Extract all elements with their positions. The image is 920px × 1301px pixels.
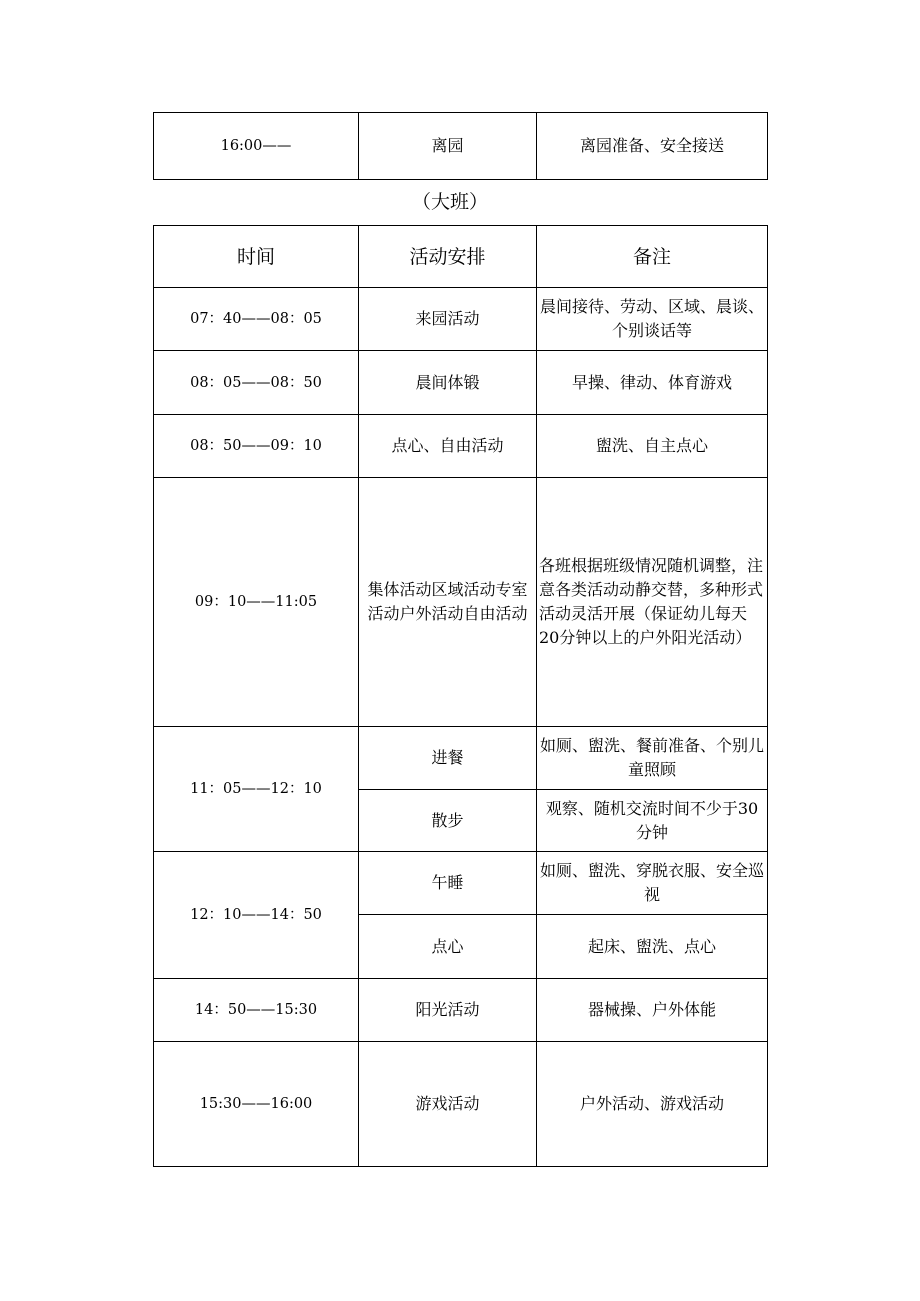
note-cell: 如厕、盥洗、餐前准备、个别儿童照顾 [537, 727, 768, 790]
note-header: 备注 [537, 226, 768, 288]
time-cell: 15:30——16:00 [154, 1042, 359, 1167]
note-cell: 早操、律动、体育游戏 [537, 351, 768, 415]
activity-cell: 集体活动区域活动专室活动户外活动自由活动 [359, 478, 537, 727]
table-row [154, 415, 768, 478]
activity-cell: 散步 [359, 790, 537, 852]
activity-cell: 点心、自由活动 [359, 415, 537, 478]
schedule-table [153, 225, 768, 1167]
time-cell: 14：50——15:30 [154, 979, 359, 1042]
activity-header: 活动安排 [359, 226, 537, 288]
table-row [154, 727, 768, 790]
note-cell: 户外活动、游戏活动 [537, 1042, 768, 1167]
time-cell: 07：40——08：05 [154, 288, 359, 351]
time-cell: 08：50——09：10 [154, 415, 359, 478]
note-cell: 如厕、盥洗、穿脱衣服、安全巡视 [537, 852, 768, 915]
note-cell: 盥洗、自主点心 [537, 415, 768, 478]
note-cell: 晨间接待、劳动、区域、晨谈、个别谈话等 [537, 288, 768, 351]
section-title: （大班） [411, 191, 488, 213]
activity-cell: 进餐 [359, 727, 537, 790]
previous-schedule-table [153, 112, 768, 180]
note-cell: 各班根据班级情况随机调整，注意各类活动动静交替，多种形式活动灵活开展（保证幼儿每天20分钟以上的户外阳光活动） [537, 478, 768, 727]
table-row [154, 1042, 768, 1167]
table-row [154, 351, 768, 415]
activity-cell: 来园活动 [359, 288, 537, 351]
table-row [154, 288, 768, 351]
activity-cell: 午睡 [359, 852, 537, 915]
note-cell: 起床、盥洗、点心 [537, 915, 768, 979]
activity-cell: 阳光活动 [359, 979, 537, 1042]
table-row [154, 113, 768, 180]
table-row [154, 852, 768, 915]
note-cell: 器械操、户外体能 [537, 979, 768, 1042]
time-cell: 08：05——08：50 [154, 351, 359, 415]
activity-cell: 点心 [359, 915, 537, 979]
header-row [154, 226, 768, 288]
time-header: 时间 [154, 226, 359, 288]
table-row [154, 979, 768, 1042]
note-cell: 离园准备、安全接送 [537, 113, 768, 180]
table-row [154, 478, 768, 727]
activity-cell: 游戏活动 [359, 1042, 537, 1167]
time-cell: 12：10——14：50 [154, 852, 359, 979]
activity-cell: 晨间体锻 [359, 351, 537, 415]
note-cell: 观察、随机交流时间不少于30分钟 [537, 790, 768, 852]
activity-cell: 离园 [359, 113, 537, 180]
time-cell: 09：10——11:05 [154, 478, 359, 727]
time-cell: 16:00—— [154, 113, 359, 180]
time-cell: 11：05——12：10 [154, 727, 359, 852]
